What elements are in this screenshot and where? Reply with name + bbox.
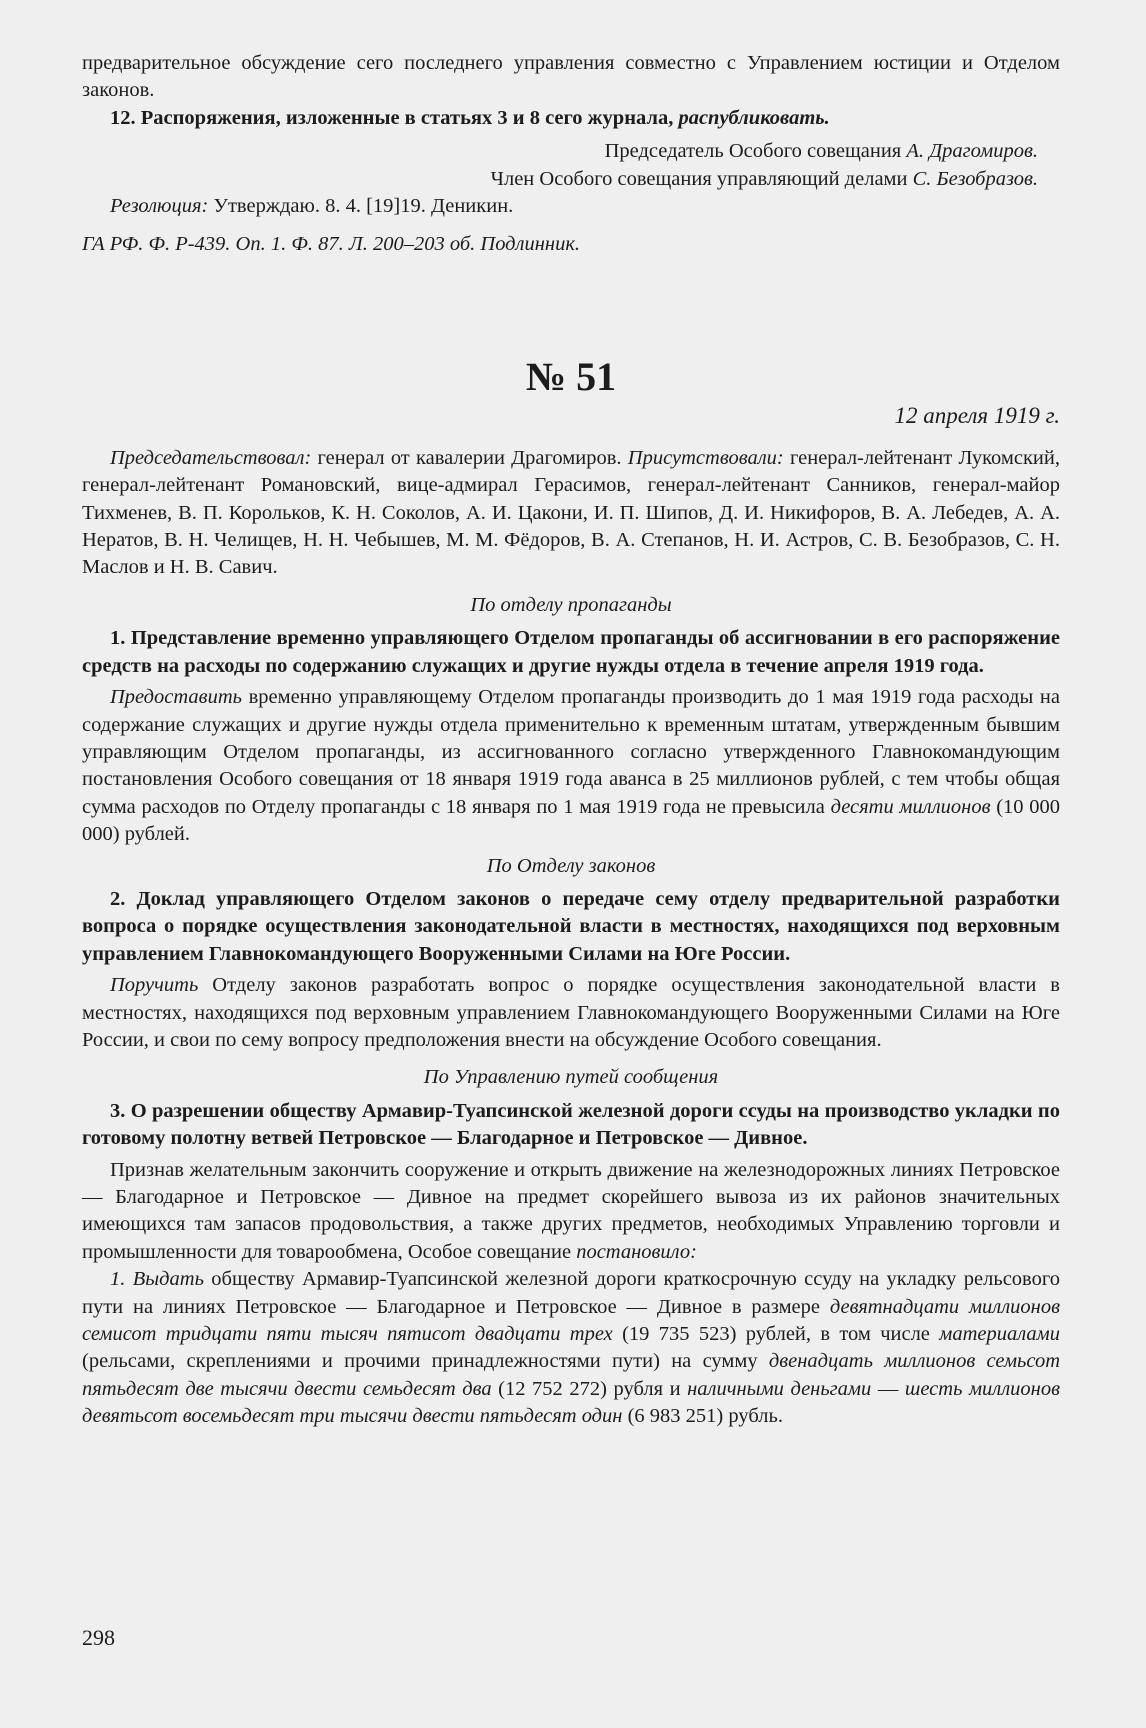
item-1-amount-words: десяти миллионов [830, 795, 991, 818]
signature-chairman-name: А. Драгомиров. [906, 140, 1038, 163]
attendance [82, 445, 1060, 582]
item-1-title: 1. Представление временно управляющего Отделом пропаганды об ассигновании в его распоряжение средств на расходы по содержанию служащих и другие нужды отдела в течение апреля 1919 года. [82, 627, 1060, 677]
point-1-amount-words: девятнадцати миллионов семисот тридцати пяти тысяч пятисот двадцати трех [82, 1295, 1060, 1346]
signature-chairman-title: Председатель Особого совещания [604, 140, 907, 163]
document-date: 12 апреля 1919 г. [894, 402, 1060, 428]
item-3-title: 3. О разрешении обществу Армавир-Туапсинской железной дороги ссуды на производство укладки по готовому полотну ветвей Петровское — Благодарное и Петровское — Дивное. [82, 1099, 1060, 1150]
item-12-verb: распубликовать. [678, 106, 830, 129]
item-2-title: 2. Доклад управляющего Отделом законов о передаче сему отделу предварительной разработки вопроса о порядке осуществления законодательной власти в местностях, находящихся под верховным управлением Главнокомандующего Вооруженными Силами на Юге России. [82, 887, 1060, 965]
item-1-verb: Предоставить [110, 686, 242, 709]
section-heading-railways: По Управлению путей сообщения [423, 1066, 719, 1089]
item-12 [82, 105, 1060, 132]
point-1-cash-sum: шесть миллионов девятьсот восемьдесят три тысячи двести пятьдесят один [82, 1377, 1060, 1428]
point-1-cash: наличными деньгами [687, 1377, 872, 1400]
resolution [82, 193, 1060, 220]
item-3-body [82, 1157, 1060, 1267]
point-1-text-c: (рельсами, скреплениями и прочими принадлежностями пути) на сумму [82, 1350, 769, 1373]
resolution-text: Утверждаю. 8. 4. [19]19. Деникин. [208, 195, 514, 218]
signature-chairman [82, 138, 1060, 165]
presided-label: Председательствовал: [110, 446, 312, 469]
signature-secretary-name: С. Безобразов. [912, 167, 1038, 190]
signature-secretary-title: Член Особого совещания управляющий делами [490, 167, 913, 190]
item-2-verb: Поручить [110, 974, 199, 997]
section-heading-propaganda: По отделу пропаганды [470, 593, 672, 616]
item-3-text-a: Признав желательным закончить сооружение и открыть движение на железнодорожных линиях Петровское — Благодарное и Петровское — Дивное на предмет скорейшего вывоза из их районов значительных имеющихся там запасов продовольствия, а также других предметов, необходимых Управлению торговли и промышленности для товарообмена, Особое совещание [82, 1158, 1060, 1263]
point-1-text-d: (12 752 272) рубля и [491, 1377, 688, 1400]
point-1-materials-sum: двенадцать миллионов семьсот пятьдесят две тысячи двести семьдесят два [82, 1350, 1060, 1400]
item-2-body [82, 972, 1060, 1054]
document-number: № 51 [525, 353, 617, 399]
item-1-text-a: временно управляющему Отделом пропаганды производить до 1 мая 1919 года расходы на содержание служащих и другие нужды отдела применительно к временным штатам, утвержденным бывшим управляющим Отделом пропаганды, из ассигнованного согласно утвержденного Главнокомандующим постановления Особого совещания от 18 января 1919 года аванса в 25 миллионов рублей, с тем чтобы общая сумма расходов по Отделу пропаганды с 18 января по 1 мая 1919 года не превысила [82, 686, 1060, 818]
continued-paragraph: предварительное обсуждение сего последнего управления совместно с Управлением юстиции и Отделом законов. [82, 52, 1060, 102]
item-1-text-b: (10 000 000) рублей. [82, 795, 1060, 846]
archive-reference: ГА РФ. Ф. Р-439. Оп. 1. Ф. 87. Л. 200–203 об. Подлинник. [82, 233, 581, 256]
page-content [82, 50, 1060, 1431]
point-1-text-e: (6 983 251) рубль. [622, 1405, 783, 1428]
section-heading-laws: По Отделу законов [486, 854, 656, 877]
resolution-label: Резолюция: [110, 195, 209, 218]
item-3-point-1 [82, 1266, 1060, 1430]
present-text: генерал-лейтенант Лукомский, генерал-лейтенант Романовский, вице-адмирал Герасимов, генерал-лейтенант Санников, генерал-майор Тихменев, В. П. Корольков, К. Н. Соколов, А. И. Цакони, И. П. Шипов, Д. И. Никифоров, В. А. Лебедев, А. А. Нератов, В. Н. Челищев, Н. Н. Чебышев, М. М. Фёдоров, В. А. Степанов, Н. И. Астров, С. В. Безобразов, С. Н. Маслов и Н. В. Савич. [82, 446, 1060, 579]
point-1-text-b: (19 735 523) рублей, в том числе [612, 1323, 940, 1346]
point-1-materials: материалами [939, 1323, 1060, 1346]
item-3-resolved: постановило: [576, 1240, 697, 1263]
page-number: 298 [82, 1625, 115, 1650]
presided-text: генерал от кавалерии Драгомиров. [311, 446, 628, 469]
point-1-text-a: обществу Армавир-Туапсинской железной дороги краткосрочную ссуду на укладку рельсового пути на линиях Петровское — Благодарное и Петровское — Дивное в размере [82, 1268, 1060, 1318]
point-1-dash: — [871, 1377, 905, 1400]
item-12-text: 12. Распоряжения, изложенные в статьях 3 и 8 сего журнала, [110, 106, 679, 129]
item-1-body [82, 684, 1060, 848]
present-label: Присутствовали: [627, 446, 784, 469]
signature-secretary [82, 166, 1060, 193]
item-2-text: Отделу законов разработать вопрос о порядке осуществления законодательной власти в местностях, находящихся под верховным управлением Главнокомандующего Вооруженными Силами на Юге России, и свои по сему вопросу предположения внести на обсуждение Особого совещания. [82, 974, 1060, 1051]
point-1-number: 1. Выдать [110, 1268, 204, 1291]
